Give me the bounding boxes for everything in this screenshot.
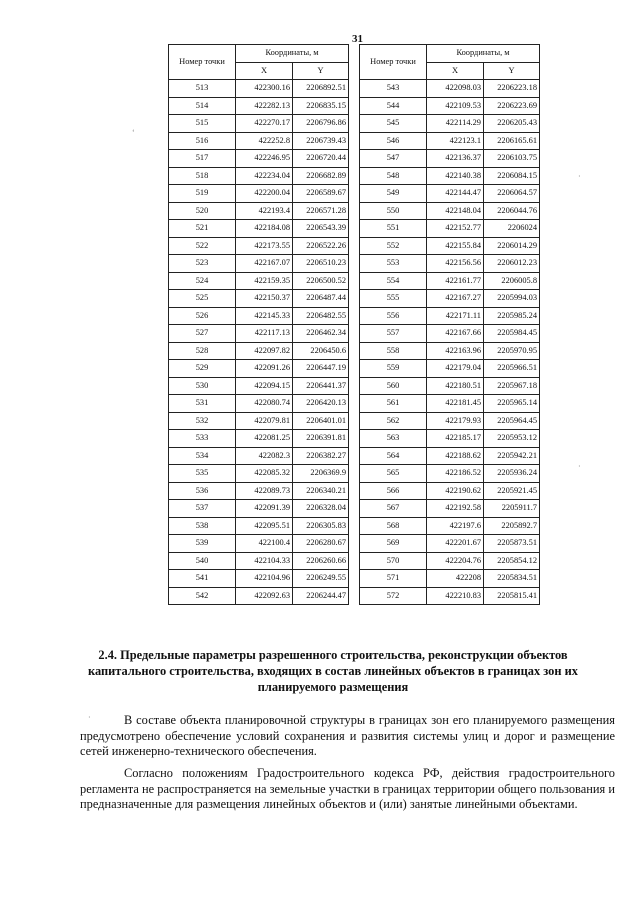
cell-x: 422200.04 — [236, 185, 293, 203]
table-row — [360, 167, 540, 185]
cell-y: 2205984.45 — [484, 325, 540, 343]
cell-x: 422097.82 — [236, 342, 293, 360]
cell-x: 422282.13 — [236, 97, 293, 115]
table-row — [360, 342, 540, 360]
cell-y: 2206024 — [484, 220, 540, 238]
cell-point-number: 522 — [169, 237, 236, 255]
cell-y: 2205936.24 — [484, 465, 540, 483]
cell-y: 2205994.03 — [484, 290, 540, 308]
cell-x: 422161.77 — [427, 272, 484, 290]
cell-x: 422252.8 — [236, 132, 293, 150]
table-row — [360, 97, 540, 115]
table-row — [169, 150, 349, 168]
table-row — [169, 80, 349, 98]
cell-point-number: 554 — [360, 272, 427, 290]
cell-y: 2206682.89 — [293, 167, 349, 185]
cell-point-number: 563 — [360, 430, 427, 448]
cell-point-number: 558 — [360, 342, 427, 360]
table-row — [360, 552, 540, 570]
table-row — [169, 377, 349, 395]
cell-x: 422114.29 — [427, 115, 484, 133]
table-row — [360, 570, 540, 588]
cell-y: 2206401.01 — [293, 412, 349, 430]
cell-x: 422184.08 — [236, 220, 293, 238]
table-row — [169, 517, 349, 535]
table-row — [360, 412, 540, 430]
cell-point-number: 544 — [360, 97, 427, 115]
cell-y: 2206103.75 — [484, 150, 540, 168]
cell-point-number: 528 — [169, 342, 236, 360]
cell-y: 2206487.44 — [293, 290, 349, 308]
cell-point-number: 525 — [169, 290, 236, 308]
cell-y: 2206510.23 — [293, 255, 349, 273]
cell-y: 2205985.24 — [484, 307, 540, 325]
cell-point-number: 547 — [360, 150, 427, 168]
cell-point-number: 551 — [360, 220, 427, 238]
cell-point-number: 552 — [360, 237, 427, 255]
cell-y: 2206223.69 — [484, 97, 540, 115]
scan-speck: · — [88, 713, 91, 722]
cell-y: 2206223.18 — [484, 80, 540, 98]
cell-x: 422234.04 — [236, 167, 293, 185]
table-row — [169, 115, 349, 133]
table-row — [360, 377, 540, 395]
cell-point-number: 541 — [169, 570, 236, 588]
cell-y: 2206571.28 — [293, 202, 349, 220]
cell-x: 422080.74 — [236, 395, 293, 413]
cell-y: 2206441.37 — [293, 377, 349, 395]
cell-x: 422210.83 — [427, 587, 484, 605]
cell-x: 422094.15 — [236, 377, 293, 395]
cell-point-number: 534 — [169, 447, 236, 465]
table-row — [169, 395, 349, 413]
cell-x: 422155.84 — [427, 237, 484, 255]
cell-y: 2205854.12 — [484, 552, 540, 570]
cell-point-number: 559 — [360, 360, 427, 378]
cell-y: 2206044.76 — [484, 202, 540, 220]
header-x: X — [236, 62, 293, 80]
cell-point-number: 529 — [169, 360, 236, 378]
cell-y: 2206369.9 — [293, 465, 349, 483]
cell-x: 422173.55 — [236, 237, 293, 255]
body-paragraph: Согласно положениям Градостроительного кодекса РФ, действия градостроительного регламента не распространяется на земельные участки в границах территории общего пользования и предназначенные для размещения линейных объектов и (или) занятые линейными объектами. — [80, 766, 615, 811]
table-row — [169, 97, 349, 115]
cell-x: 422193.4 — [236, 202, 293, 220]
table-row — [169, 535, 349, 553]
cell-x: 422150.37 — [236, 290, 293, 308]
header-x: X — [427, 62, 484, 80]
cell-x: 422181.45 — [427, 395, 484, 413]
cell-point-number: 520 — [169, 202, 236, 220]
table-row — [360, 500, 540, 518]
cell-y: 2206205.43 — [484, 115, 540, 133]
cell-point-number: 513 — [169, 80, 236, 98]
table-row — [360, 307, 540, 325]
cell-x: 422091.39 — [236, 500, 293, 518]
header-y: Y — [293, 62, 349, 80]
table-row — [169, 342, 349, 360]
page-number: 31 — [352, 33, 363, 45]
cell-point-number: 566 — [360, 482, 427, 500]
cell-point-number: 550 — [360, 202, 427, 220]
cell-point-number: 539 — [169, 535, 236, 553]
table-row — [169, 465, 349, 483]
cell-x: 422167.07 — [236, 255, 293, 273]
cell-y: 2205967.18 — [484, 377, 540, 395]
cell-x: 422081.25 — [236, 430, 293, 448]
header-y: Y — [484, 62, 540, 80]
cell-point-number: 555 — [360, 290, 427, 308]
cell-point-number: 571 — [360, 570, 427, 588]
cell-point-number: 542 — [169, 587, 236, 605]
cell-y: 2206244.47 — [293, 587, 349, 605]
cell-point-number: 514 — [169, 97, 236, 115]
cell-point-number: 523 — [169, 255, 236, 273]
cell-y: 2206720.44 — [293, 150, 349, 168]
cell-point-number: 535 — [169, 465, 236, 483]
header-coordinates: Координаты, м — [427, 45, 540, 63]
table-row — [169, 132, 349, 150]
cell-x: 422201.67 — [427, 535, 484, 553]
header-point-number: Номер точки — [169, 45, 236, 80]
table-row — [360, 325, 540, 343]
scan-speck: ‘ — [132, 128, 135, 137]
header-point-number: Номер точки — [360, 45, 427, 80]
cell-x: 422190.62 — [427, 482, 484, 500]
table-row — [169, 412, 349, 430]
cell-y: 2206391.81 — [293, 430, 349, 448]
table-row — [169, 587, 349, 605]
cell-point-number: 564 — [360, 447, 427, 465]
cell-x: 422091.26 — [236, 360, 293, 378]
cell-point-number: 531 — [169, 395, 236, 413]
cell-x: 422192.58 — [427, 500, 484, 518]
cell-point-number: 545 — [360, 115, 427, 133]
table-row — [169, 167, 349, 185]
cell-point-number: 532 — [169, 412, 236, 430]
cell-point-number: 546 — [360, 132, 427, 150]
cell-y: 2206014.29 — [484, 237, 540, 255]
cell-y: 2206500.52 — [293, 272, 349, 290]
cell-y: 2206165.61 — [484, 132, 540, 150]
table-row — [360, 430, 540, 448]
cell-x: 422188.62 — [427, 447, 484, 465]
cell-x: 422246.95 — [236, 150, 293, 168]
cell-y: 2206796.86 — [293, 115, 349, 133]
table-row — [360, 465, 540, 483]
cell-point-number: 517 — [169, 150, 236, 168]
cell-point-number: 549 — [360, 185, 427, 203]
table-row — [169, 220, 349, 238]
cell-x: 422185.17 — [427, 430, 484, 448]
cell-point-number: 543 — [360, 80, 427, 98]
cell-x: 422163.96 — [427, 342, 484, 360]
cell-x: 422085.32 — [236, 465, 293, 483]
cell-x: 422186.52 — [427, 465, 484, 483]
cell-y: 2206249.55 — [293, 570, 349, 588]
table-row — [360, 290, 540, 308]
cell-x: 422104.33 — [236, 552, 293, 570]
cell-point-number: 557 — [360, 325, 427, 343]
cell-x: 422117.13 — [236, 325, 293, 343]
cell-point-number: 561 — [360, 395, 427, 413]
cell-x: 422179.04 — [427, 360, 484, 378]
table-row — [169, 307, 349, 325]
cell-x: 422109.53 — [427, 97, 484, 115]
coordinates-table-right — [359, 44, 540, 605]
cell-point-number: 548 — [360, 167, 427, 185]
coordinates-table-left — [168, 44, 349, 605]
cell-x: 422159.35 — [236, 272, 293, 290]
cell-point-number: 521 — [169, 220, 236, 238]
cell-x: 422104.96 — [236, 570, 293, 588]
table-row — [360, 482, 540, 500]
table-row — [169, 570, 349, 588]
cell-point-number: 536 — [169, 482, 236, 500]
cell-y: 2206589.67 — [293, 185, 349, 203]
table-row — [360, 237, 540, 255]
cell-point-number: 540 — [169, 552, 236, 570]
cell-y: 2205815.41 — [484, 587, 540, 605]
cell-y: 2205970.95 — [484, 342, 540, 360]
cell-y: 2206739.43 — [293, 132, 349, 150]
cell-y: 2205911.7 — [484, 500, 540, 518]
table-row — [169, 185, 349, 203]
cell-point-number: 562 — [360, 412, 427, 430]
cell-point-number: 568 — [360, 517, 427, 535]
cell-point-number: 570 — [360, 552, 427, 570]
table-row — [360, 447, 540, 465]
cell-x: 422179.93 — [427, 412, 484, 430]
table-row — [169, 482, 349, 500]
table-row — [360, 255, 540, 273]
cell-point-number: 515 — [169, 115, 236, 133]
cell-y: 2206382.27 — [293, 447, 349, 465]
cell-x: 422270.17 — [236, 115, 293, 133]
table-row — [360, 360, 540, 378]
table-row — [360, 115, 540, 133]
cell-point-number: 560 — [360, 377, 427, 395]
cell-y: 2206420.13 — [293, 395, 349, 413]
scan-speck: · — [578, 462, 581, 471]
cell-y: 2206260.66 — [293, 552, 349, 570]
table-row — [360, 535, 540, 553]
cell-x: 422140.38 — [427, 167, 484, 185]
cell-point-number: 567 — [360, 500, 427, 518]
cell-x: 422152.77 — [427, 220, 484, 238]
cell-y: 2206835.15 — [293, 97, 349, 115]
table-row — [360, 132, 540, 150]
cell-x: 422148.04 — [427, 202, 484, 220]
cell-y: 2206543.39 — [293, 220, 349, 238]
cell-x: 422100.4 — [236, 535, 293, 553]
cell-x: 422092.63 — [236, 587, 293, 605]
cell-y: 2205965.14 — [484, 395, 540, 413]
cell-x: 422204.76 — [427, 552, 484, 570]
cell-y: 2206482.55 — [293, 307, 349, 325]
cell-point-number: 524 — [169, 272, 236, 290]
cell-x: 422082.3 — [236, 447, 293, 465]
table-row — [169, 272, 349, 290]
cell-x: 422144.47 — [427, 185, 484, 203]
cell-point-number: 518 — [169, 167, 236, 185]
table-row — [360, 587, 540, 605]
cell-y: 2205964.45 — [484, 412, 540, 430]
cell-x: 422095.51 — [236, 517, 293, 535]
table-row — [360, 80, 540, 98]
table-row — [360, 395, 540, 413]
table-row — [169, 552, 349, 570]
cell-y: 2206462.34 — [293, 325, 349, 343]
table-row — [169, 500, 349, 518]
cell-x: 422123.1 — [427, 132, 484, 150]
cell-point-number: 572 — [360, 587, 427, 605]
cell-x: 422180.51 — [427, 377, 484, 395]
cell-x: 422171.11 — [427, 307, 484, 325]
cell-y: 2205921.45 — [484, 482, 540, 500]
cell-x: 422167.27 — [427, 290, 484, 308]
table-row — [169, 447, 349, 465]
table-row — [360, 272, 540, 290]
cell-x: 422079.81 — [236, 412, 293, 430]
cell-y: 2206522.26 — [293, 237, 349, 255]
table-row — [169, 255, 349, 273]
cell-y: 2206340.21 — [293, 482, 349, 500]
cell-y: 2205953.12 — [484, 430, 540, 448]
table-row — [360, 150, 540, 168]
table-row — [360, 185, 540, 203]
cell-y: 2206005.8 — [484, 272, 540, 290]
cell-point-number: 526 — [169, 307, 236, 325]
table-row — [169, 430, 349, 448]
cell-x: 422098.03 — [427, 80, 484, 98]
cell-y: 2205873.51 — [484, 535, 540, 553]
cell-y: 2206450.6 — [293, 342, 349, 360]
table-row — [360, 202, 540, 220]
cell-y: 2206328.04 — [293, 500, 349, 518]
cell-y: 2206892.51 — [293, 80, 349, 98]
cell-y: 2205942.21 — [484, 447, 540, 465]
cell-x: 422300.16 — [236, 80, 293, 98]
cell-point-number: 538 — [169, 517, 236, 535]
cell-x: 422145.33 — [236, 307, 293, 325]
cell-point-number: 565 — [360, 465, 427, 483]
cell-y: 2205834.51 — [484, 570, 540, 588]
cell-x: 422208 — [427, 570, 484, 588]
scan-speck: · — [578, 172, 581, 181]
section-heading: 2.4. Предельные параметры разрешенного строительства, реконструкции объектов капитального строительства, входящих в состав линейных объектов в границах зон их планируемого размещения — [88, 648, 578, 694]
table-row — [169, 325, 349, 343]
table-row — [169, 202, 349, 220]
cell-y: 2206447.19 — [293, 360, 349, 378]
table-row — [169, 237, 349, 255]
cell-y: 2205892.7 — [484, 517, 540, 535]
cell-x: 422136.37 — [427, 150, 484, 168]
table-row — [169, 360, 349, 378]
cell-x: 422156.56 — [427, 255, 484, 273]
cell-point-number: 569 — [360, 535, 427, 553]
header-coordinates: Координаты, м — [236, 45, 349, 63]
cell-point-number: 537 — [169, 500, 236, 518]
cell-x: 422089.73 — [236, 482, 293, 500]
cell-y: 2206064.57 — [484, 185, 540, 203]
cell-y: 2206305.83 — [293, 517, 349, 535]
cell-point-number: 556 — [360, 307, 427, 325]
cell-y: 2206012.23 — [484, 255, 540, 273]
cell-y: 2206280.67 — [293, 535, 349, 553]
cell-point-number: 530 — [169, 377, 236, 395]
cell-y: 2205966.51 — [484, 360, 540, 378]
cell-x: 422167.66 — [427, 325, 484, 343]
body-paragraph: В составе объекта планировочной структуры в границах зон его планируемого размещения предусмотрено обеспечение условий сохранения и развития системы улиц и дорог и размещение сетей инженерно-технического обеспечения. — [80, 713, 615, 758]
cell-x: 422197.6 — [427, 517, 484, 535]
cell-point-number: 516 — [169, 132, 236, 150]
table-row — [360, 517, 540, 535]
cell-point-number: 533 — [169, 430, 236, 448]
cell-point-number: 527 — [169, 325, 236, 343]
table-row — [360, 220, 540, 238]
table-row — [169, 290, 349, 308]
cell-point-number: 553 — [360, 255, 427, 273]
cell-point-number: 519 — [169, 185, 236, 203]
cell-y: 2206084.15 — [484, 167, 540, 185]
